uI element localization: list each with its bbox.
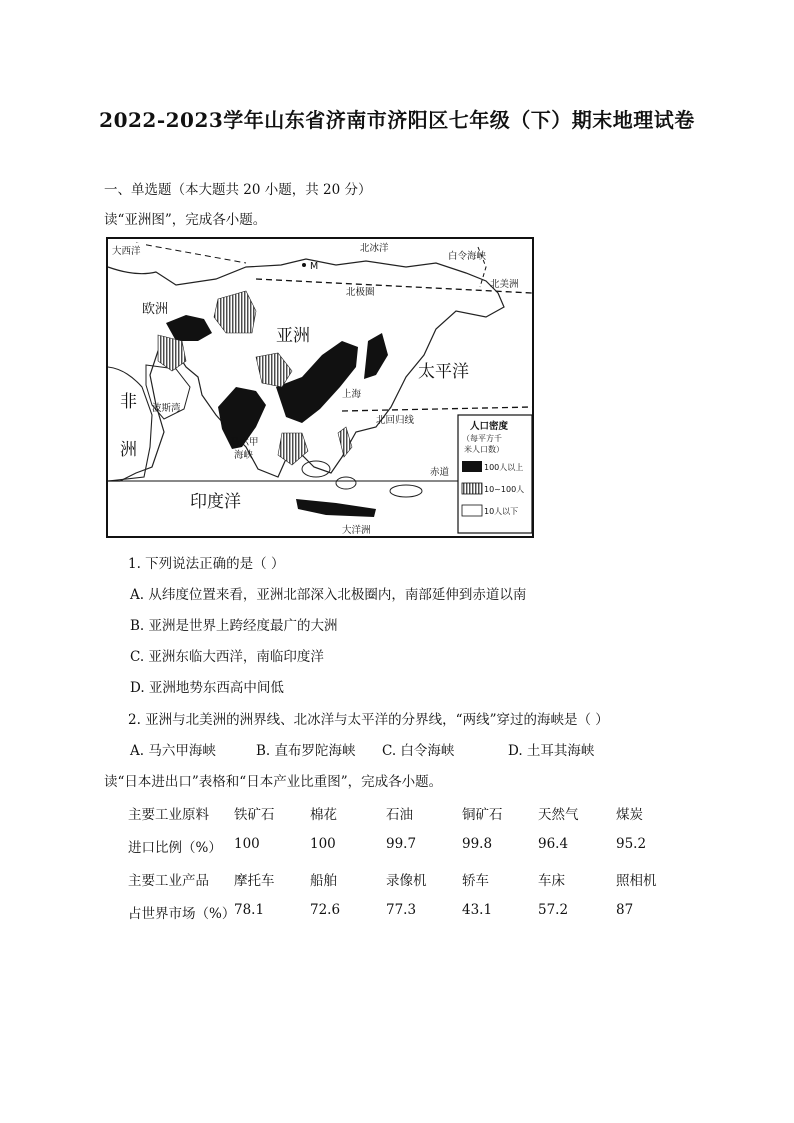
label-africa-1: 非	[120, 392, 137, 412]
table-cell: 石油	[386, 807, 413, 823]
q2-option-c[interactable]: C. 白令海峡	[382, 743, 455, 759]
table-cell: 棉花	[310, 807, 337, 823]
table-cell: 主要工业产品	[128, 873, 209, 889]
q1-option-d[interactable]: D. 亚洲地势东西高中间低	[130, 680, 284, 696]
q1-option-c[interactable]: C. 亚洲东临大西洋，南临印度洋	[130, 649, 324, 665]
legend-low: 10人以下	[484, 507, 519, 516]
table-intro: 读“日本进出口”表格和“日本产业比重图”，完成各小题。	[104, 774, 443, 790]
label-malacca-1: 马六甲	[230, 437, 259, 448]
table-cell: 进口比例（%）	[128, 840, 222, 856]
label-europe: 欧洲	[142, 302, 169, 317]
q2-option-d[interactable]: D. 土耳其海峡	[508, 743, 595, 759]
section-heading: 一、单选题（本大题共 20 小题，共 20 分）	[104, 182, 372, 198]
q2-stem: 2. 亚洲与北美洲的洲界线、北冰洋与太平洋的分界线，“两线”穿过的海峡是（ ）	[128, 712, 609, 728]
table-cell: 铁矿石	[234, 807, 275, 823]
map-intro: 读“亚洲图”，完成各小题。	[104, 212, 267, 228]
legend-swatch-low	[462, 505, 482, 516]
label-north-america: 北美洲	[490, 279, 519, 290]
table-cell: 船舶	[310, 873, 337, 889]
table-cell: 天然气	[538, 807, 579, 823]
label-shanghai: 上海	[342, 389, 362, 400]
table-cell: 96.4	[538, 836, 569, 852]
table-row	[128, 836, 688, 856]
q2-option-b[interactable]: B. 直布罗陀海峡	[256, 743, 356, 759]
legend-title: 人口密度	[470, 421, 509, 432]
table-cell: 车床	[538, 873, 565, 889]
table-cell: 轿车	[462, 873, 489, 889]
legend-unit-2: 米人口数）	[464, 445, 504, 454]
table-cell: 主要工业原料	[128, 807, 209, 823]
label-equator: 赤道	[430, 467, 450, 478]
table-cell: 照相机	[616, 873, 657, 889]
label-bering-strait: 白令海峡	[448, 251, 487, 262]
asia-population-map	[106, 237, 534, 538]
legend-medium: 10~100人	[484, 485, 525, 494]
label-oceania: 大洋洲	[342, 525, 371, 536]
table-row	[128, 902, 688, 922]
label-m-point: M	[310, 261, 319, 272]
label-africa-2: 洲	[120, 440, 137, 460]
legend-unit-1: （每平方千	[462, 434, 502, 443]
q1-stem: 1. 下列说法正确的是（ ）	[128, 556, 285, 572]
q1-option-a[interactable]: A. 从纬度位置来看，亚洲北部深入北极圈内，南部延伸到赤道以南	[130, 587, 527, 603]
table-cell: 95.2	[616, 836, 647, 852]
table-cell: 100	[234, 836, 260, 852]
label-persian-gulf: 波斯湾	[152, 403, 181, 414]
table-cell: 77.3	[386, 902, 417, 918]
label-indian-ocean: 印度洋	[190, 492, 241, 512]
table-cell: 99.7	[386, 836, 417, 852]
table-cell: 100	[310, 836, 336, 852]
label-arctic-ocean: 北冰洋	[360, 243, 389, 254]
legend-swatch-high	[462, 461, 482, 472]
table-cell: 煤炭	[616, 807, 643, 823]
table-cell: 87	[616, 902, 634, 918]
table-cell: 摩托车	[234, 873, 275, 889]
table-row	[128, 869, 688, 889]
legend-swatch-medium	[462, 483, 482, 494]
q2-option-a[interactable]: A. 马六甲海峡	[130, 743, 216, 759]
page-title: 2022-2023学年山东省济南市济阳区七年级（下）期末地理试卷	[99, 108, 695, 132]
label-arctic-circle: 北极圈	[346, 287, 375, 298]
label-pacific: 太平洋	[418, 362, 469, 382]
label-atlantic: 大西洋	[112, 246, 141, 257]
table-cell: 录像机	[386, 873, 427, 889]
legend	[458, 415, 532, 533]
table-cell: 72.6	[310, 902, 341, 918]
table-cell: 57.2	[538, 902, 569, 918]
table-cell: 78.1	[234, 902, 265, 918]
table-cell: 占世界市场（%）	[128, 906, 236, 922]
label-tropic-of-cancer: 北回归线	[376, 415, 415, 426]
q1-option-b[interactable]: B. 亚洲是世界上跨经度最广的大洲	[130, 618, 338, 634]
table-cell: 99.8	[462, 836, 493, 852]
table-row	[128, 803, 688, 823]
legend-high: 100人以上	[484, 463, 524, 472]
label-malacca-2: 海峡	[234, 450, 254, 461]
label-asia: 亚洲	[276, 326, 310, 346]
table-cell: 铜矿石	[462, 807, 503, 823]
table-cell: 43.1	[462, 902, 493, 918]
